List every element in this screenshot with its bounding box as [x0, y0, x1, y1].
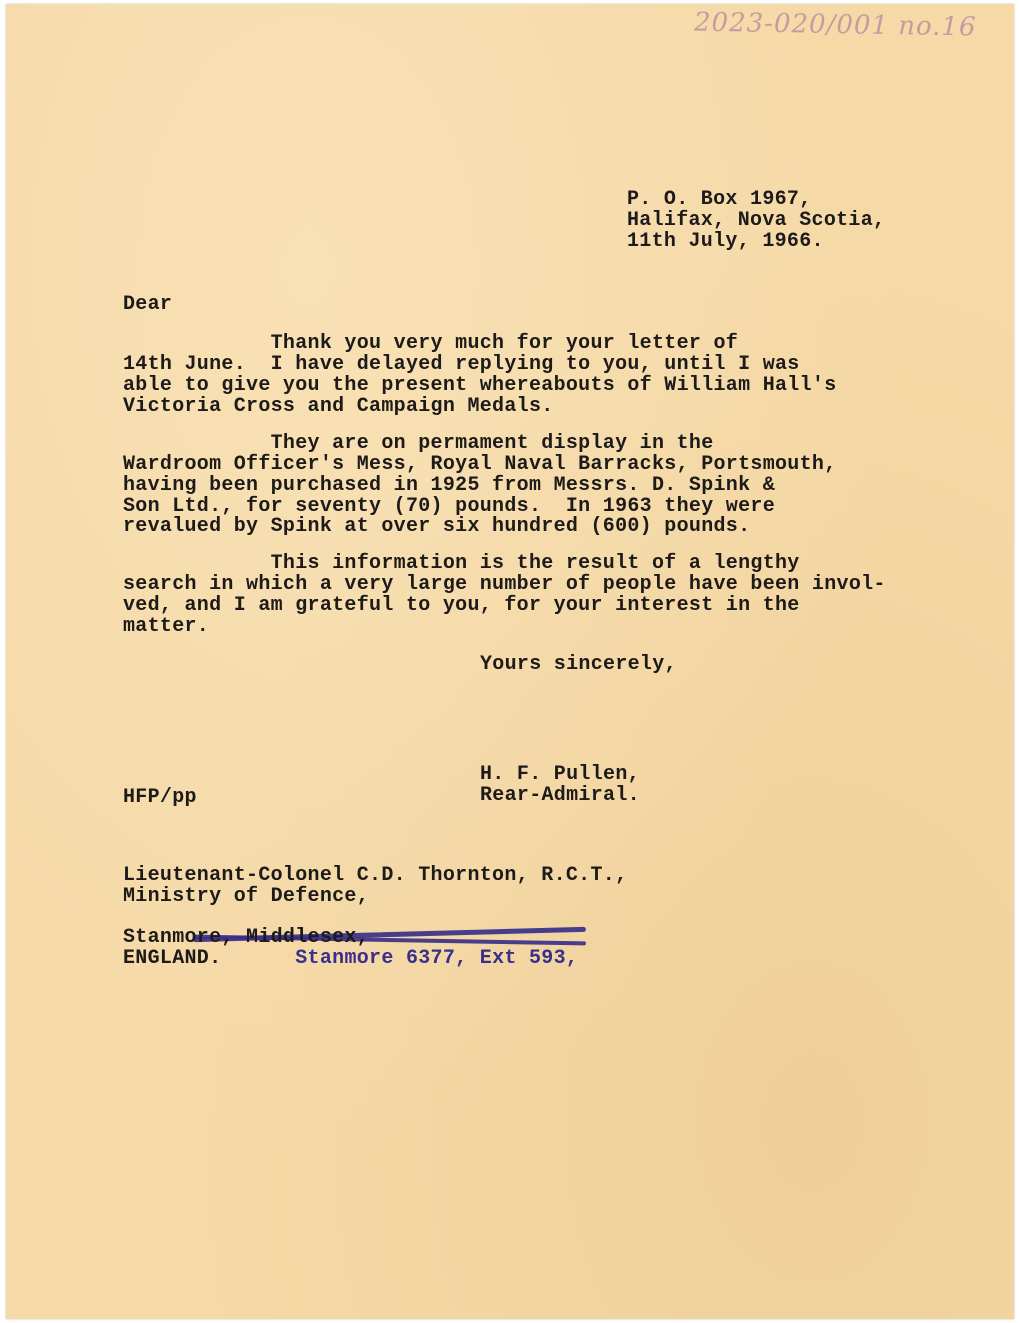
- paragraph-line: able to give you the present whereabouts of William Hall's: [123, 374, 837, 397]
- paragraph-line: Victoria Cross and Campaign Medals.: [123, 395, 554, 418]
- closing: Yours sincerely,: [480, 653, 677, 676]
- recipient-line: Ministry of Defence,: [123, 885, 370, 908]
- paragraph-line: Wardroom Officer's Mess, Royal Naval Barracks, Portsmouth,: [123, 453, 837, 476]
- signer-name: H. F. Pullen,: [480, 763, 640, 786]
- paragraph-line: matter.: [123, 615, 210, 638]
- paragraph-line: 14th June. I have delayed replying to you, until I was: [123, 353, 800, 376]
- letter-page: [6, 4, 1014, 1319]
- archive-reference-note: 2023-020/001 no.16: [693, 7, 977, 43]
- paragraph-line: Son Ltd., for seventy (70) pounds. In 1963 they were: [123, 495, 776, 518]
- address-line: P. O. Box 1967,: [627, 188, 812, 211]
- struck-out-text: Stanmore 6377, Ext 593,: [197, 927, 578, 1032]
- paragraph-line: They are on permament display in the: [123, 432, 714, 455]
- paragraph-line: having been purchased in 1925 from Messrs. D. Spink &: [123, 474, 776, 497]
- paragraph-line: This information is the result of a lengthy: [123, 552, 800, 575]
- salutation: Dear: [123, 293, 173, 316]
- recipient-line: ENGLAND.: [123, 947, 222, 970]
- paragraph-line: search in which a very large number of people have been invol-: [123, 573, 886, 596]
- recipient-line: Lieutenant-Colonel C.D. Thornton, R.C.T.,: [123, 864, 628, 887]
- paragraph-line: ved, and I am grateful to you, for your interest in the: [123, 594, 800, 617]
- recipient-line: Stanmore, Middlesex,: [123, 926, 370, 949]
- paragraph-line: Thank you very much for your letter of: [123, 332, 739, 355]
- date-line: 11th July, 1966.: [627, 230, 824, 253]
- paragraph-line: revalued by Spink at over six hundred (600) pounds.: [123, 515, 751, 538]
- signer-title: Rear-Admiral.: [480, 784, 640, 807]
- address-line: Halifax, Nova Scotia,: [627, 209, 886, 232]
- reference-initials: HFP/pp: [123, 786, 197, 809]
